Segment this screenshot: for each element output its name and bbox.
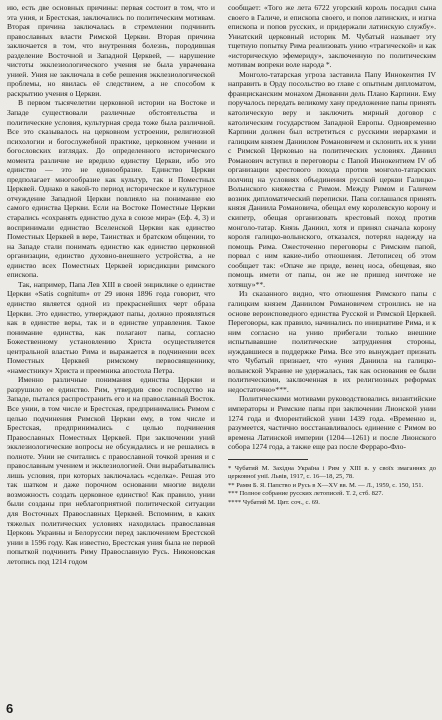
left-paragraph-4: Именно различные понимания единства Церкви и разрушило ее единство. Рим, утвердив свое господство на Западе, пытался распространить его и на православный Восток. Все унии, в том числе и Брестская, предпринимались Римом с целью подчинения Римской Церкви ему, в том числе и Брестская, предпринимались с целью подчинения Православных Поместных Церквей. При заключении уний экклезиологические вопросы не обсуждались и не решались в полноте. Унии не считались с православной точкой зрения и с православным учением и экклезиологией. Они вырабатывались лишь условия, при которых заключалась «сделка». Решая это так шатком и даже порочном основании многие видели возможность создать церковное единство! Как правило, унии были созданы при неблагоприятной политической ситуации для Восточных Православных Церквей. Вспомним, в каких тяжелых политических условиях находилась православная Церковь Украины и Белоруссии перед заключением Брестской унии в 1596 году. Как известно, Брестская уния была не первой попыткой подчинить Риму Православную Русь. Никоновская летопись под 1214 годом — [7, 375, 215, 566]
page-number: 6 — [6, 701, 14, 716]
footnote-4: **** Чубатий М. Цит. соч., с. 69. — [228, 498, 320, 506]
footnote-divider — [228, 459, 308, 460]
left-paragraph-2: В первом тысячелетии церковной истории на Востоке и Западе существовали различные обстоятельства и политические условия, культурная среда тоже была различной. Все это сказывалось на церковном устроении, религиозной психологии и богослужебной практике, церковном учении и богословских взглядах. До определенного исторического момента различие не вредило единству Церкви, ибо это единство — это не единообразие. Единство Церкви предполагает многообразие как культур, так и Поместных Церквей. Однако в какой-то период историческое и культурное отчуждение Западной Церкви повлияло на понимание ею самого единства Церкви. Если на Востоке Поместные Церкви старались «сохранять единство духа в союзе мира» (Еф. 4, 3) и воспринимали единство Вселенской Церкви как единство Поместных Церквей в вере, Таинствах и братском общении, то на Западе стали понимать единство как единство церковной организации, единство духовно-внешнего устройства, а не единство всех Поместных Церквей юрисдикции римского епископа. — [7, 98, 215, 280]
footnote-2: ** Рамм Б. Я. Папство и Русь в Х—XV вв. М. — Л., 1959, с. 150, 151. — [228, 481, 424, 489]
left-paragraph-3: Так, например, Папа Лев XIII в своей энциклике о единстве Церкви «Satis cognitum» от 29 июня 1896 года говорит, что единство является одной из прекраснейших черт образа Церкви. Это единство, утверждают папы, должно проявляться как в единстве веры, так и в единстве управления. Такое понимание единства, как полагают папы, согласно Божественному установлению Христа осуществляется центральной властью Рима и выражается в подчинении всех Поместных Церквей римскому первосвященнику, «наместнику» Христа и преемника апостола Петра. — [7, 279, 215, 375]
right-column — [228, 3, 436, 566]
footnote-3: *** Полное собрание русских летописей. Т. 2, стб. 827. — [228, 490, 384, 498]
right-paragraph-4: Политическими мотивами руководствовались византийские императоры и Римские папы при заключении Лионской унии 1274 года и Флорентийской унии 1439 года. «Временно и, разумеется, частично восстанавливалось единение с Римом во времена Латинской империи (1204—1261) и после Лионского собора 1274 года, а также еще раз после Феррарo-Фло- — [228, 394, 436, 452]
text-columns — [7, 3, 436, 566]
footnote-1: * Чубатий М. Західна Україна і Рим у XIII в. у своїх змаганнях до церковної унії. Львів, 1917, с. 16—18, 25, 78. — [228, 464, 436, 481]
right-paragraph-1: сообщает: «Того же лета 6722 угорский король посадил сына своего в Галиче, и епископа своего, и попов латинских, и изгна епископа и попов русских, и придержали латинскую службу». Униатский церковный историк М. Чубатый называет эту тщетную попытку Рима реализовать унию «трагической» и как «историческую эфемериду», заключенную по политическим мотивам вопреки воле народа *. — [228, 3, 436, 70]
left-paragraph-1: ию, есть две основных причины: первая состоит в том, что и эта уния, и Брестская, заключались по политическим мотивам. Вторая причина заключалась в стремлении подчинить православных власти Римской Церкви. Вторая причина заключается в том, что внутренняя болезнь, породившая разделение Восточной и Западной Церквей, — нарушение чистоты экклезиологического учения не была уврачевана унией. Уния не заключала в себе решения экклезиологической проблемы, но явилась её следствием, а не способом к раскрытию учения о Церкви. — [7, 3, 215, 98]
right-paragraph-2: Монголо-татарская угроза заставила Папу Иннокентия IV направить в Орду посольство во главе с опытным дипломатом, францисканским монахом Джованни дель Плано Карпини. Ему поручалось передать великому хану предложение папы принять католическую веру и заключить мирный договор с католическим государством Западной Европы. Одновременно Карпини должен был встретиться с русскими иерархами и галицким князем Даниилом Романовичем и склонить их к унии с Римской Церковью на политических условиях. Даниил Романович вступил в переговоры с Папой Иннокентием IV об организации крестового похода против монголо-татарских полчищ на условиях объединения русской церкви Галицко-Волынского княжества с Римом. Между Римом и Галичем возник дипломатический переписки. Папа соглашался принять князя Даниила Романовича, обещал ему королевскую корону и скипетр, обещая организовать крестовый поход против монголо-татар. Князь Даниил, хотя и принял сначала корону короля галицко-волынского, отказался, потерял надежду на помощь Рима. Ожесточенно переговоры с Римским папой, порвал с ним какие-либо отношения. Летописец об этом сообщает так: «Опаче же приде, венец носа, обещевая, яко помощь имети от папы, он же не пришед ничтоже не хотящу»**. — [228, 69, 436, 289]
left-column — [7, 3, 215, 566]
right-paragraph-3: Из сказанного видно, что отношения Римского папы с галицким князем Даниилом Романовичем строились не на основе вероисповедного единства Русской и Римской Церквей. Переговоры, как правило, начинались по инициативе Рима, и к ним согласно на унию прибегали только внешние испытывавшие политические затруднения стороны, нуждавшиеся в поддержке Рима. Все это вынуждает признать что Чубатый признает, что «уния Даниила на галицко-волынской Украине не удержалась, так как основания ее были политическими, заключенная в их религиозных реформах недостаточно»***. — [228, 289, 436, 394]
